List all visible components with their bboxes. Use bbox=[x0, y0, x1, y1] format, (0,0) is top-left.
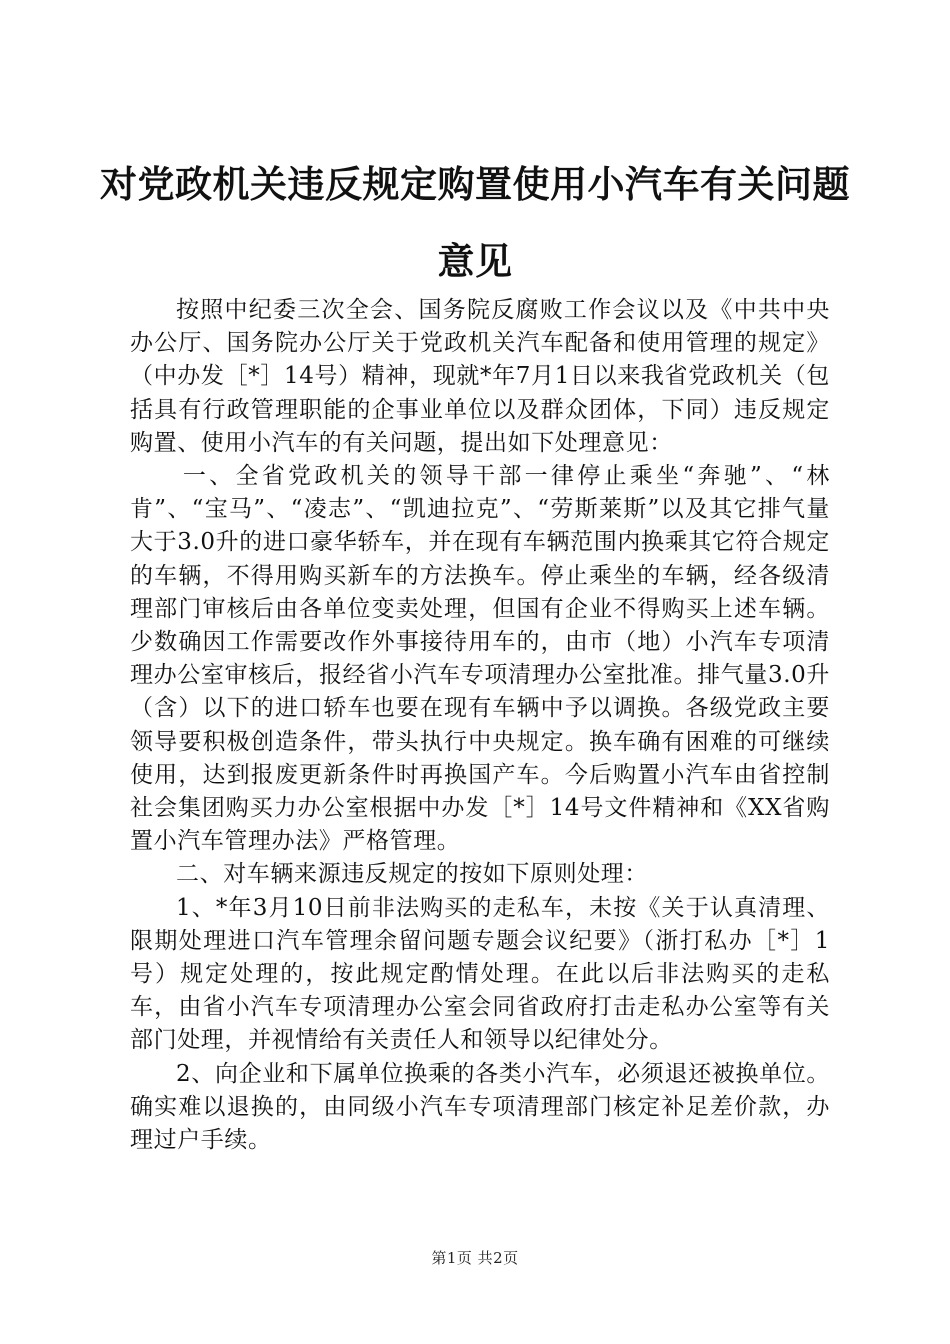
paragraph: 按照中纪委三次全会、国务院反腐败工作会议以及《中共中央办公厅、国务院办公厅关于党政机关汽车配备和使用管理的规定》（中办发［*］14号）精神，现就*年7月1日以来我省党政机关（包括具有行政管理职能的企事业单位以及群众团体，下同）违反规定购置、使用小汽车的有关问题，提出如下处理意见： bbox=[130, 297, 830, 456]
paragraph: 一、全省党政机关的领导干部一律停止乘坐“奔驰”、“林肯”、“宝马”、“凌志”、“凯迪拉克”、“劳斯莱斯”以及其它排气量大于3.0升的进口豪华轿车，并在现有车辆范围内换乘其它符合规定的车辆，不得用购买新车的方法换车。停止乘坐的车辆，经各级清理部门审核后由各单位变卖处理，但国有企业不得购买上述车辆。少数确因工作需要改作外事接待用车的，由市（地）小汽车专项清理办公室审核后，报经省小汽车专项清理办公室批准。排气量3.0升（含）以下的进口轿车也要在现有车辆中予以调换。各级党政主要领导要积极创造条件，带头执行中央规定。换车确有困难的可继续使用，达到报废更新条件时再换国产车。今后购置小汽车由省控制社会集团购买力办公室根据中办发［*］14号文件精神和《XX省购置小汽车管理办法》严格管理。 bbox=[130, 463, 830, 855]
document-title-line-2: 意见 bbox=[437, 240, 513, 283]
paragraph: 1、*年3月10日前非法购买的走私车，未按《关于认真清理、限期处理进口汽车管理余留问题专题会议纪要》（浙打私办［*］1号）规定处理的，按此规定酌情处理。在此以后非法购买的走私车，由省小汽车专项清理办公室会同省政府打击走私办公室等有关部门处理，并视情给有关责任人和领导以纪律处分。 bbox=[130, 894, 830, 1054]
paragraph: 二、对车辆来源违反规定的按如下原则处理： bbox=[176, 861, 648, 888]
document-body bbox=[130, 294, 830, 1157]
page-footer: 第1页 共2页 bbox=[431, 1249, 519, 1267]
paragraph: 2、向企业和下属单位换乘的各类小汽车，必须退还被换单位。确实难以退换的，由同级小汽车专项清理部门核定补足差价款，办理过户手续。 bbox=[130, 1060, 830, 1154]
document-title-line-1: 对党政机关违反规定购置使用小汽车有关问题 bbox=[100, 163, 850, 206]
